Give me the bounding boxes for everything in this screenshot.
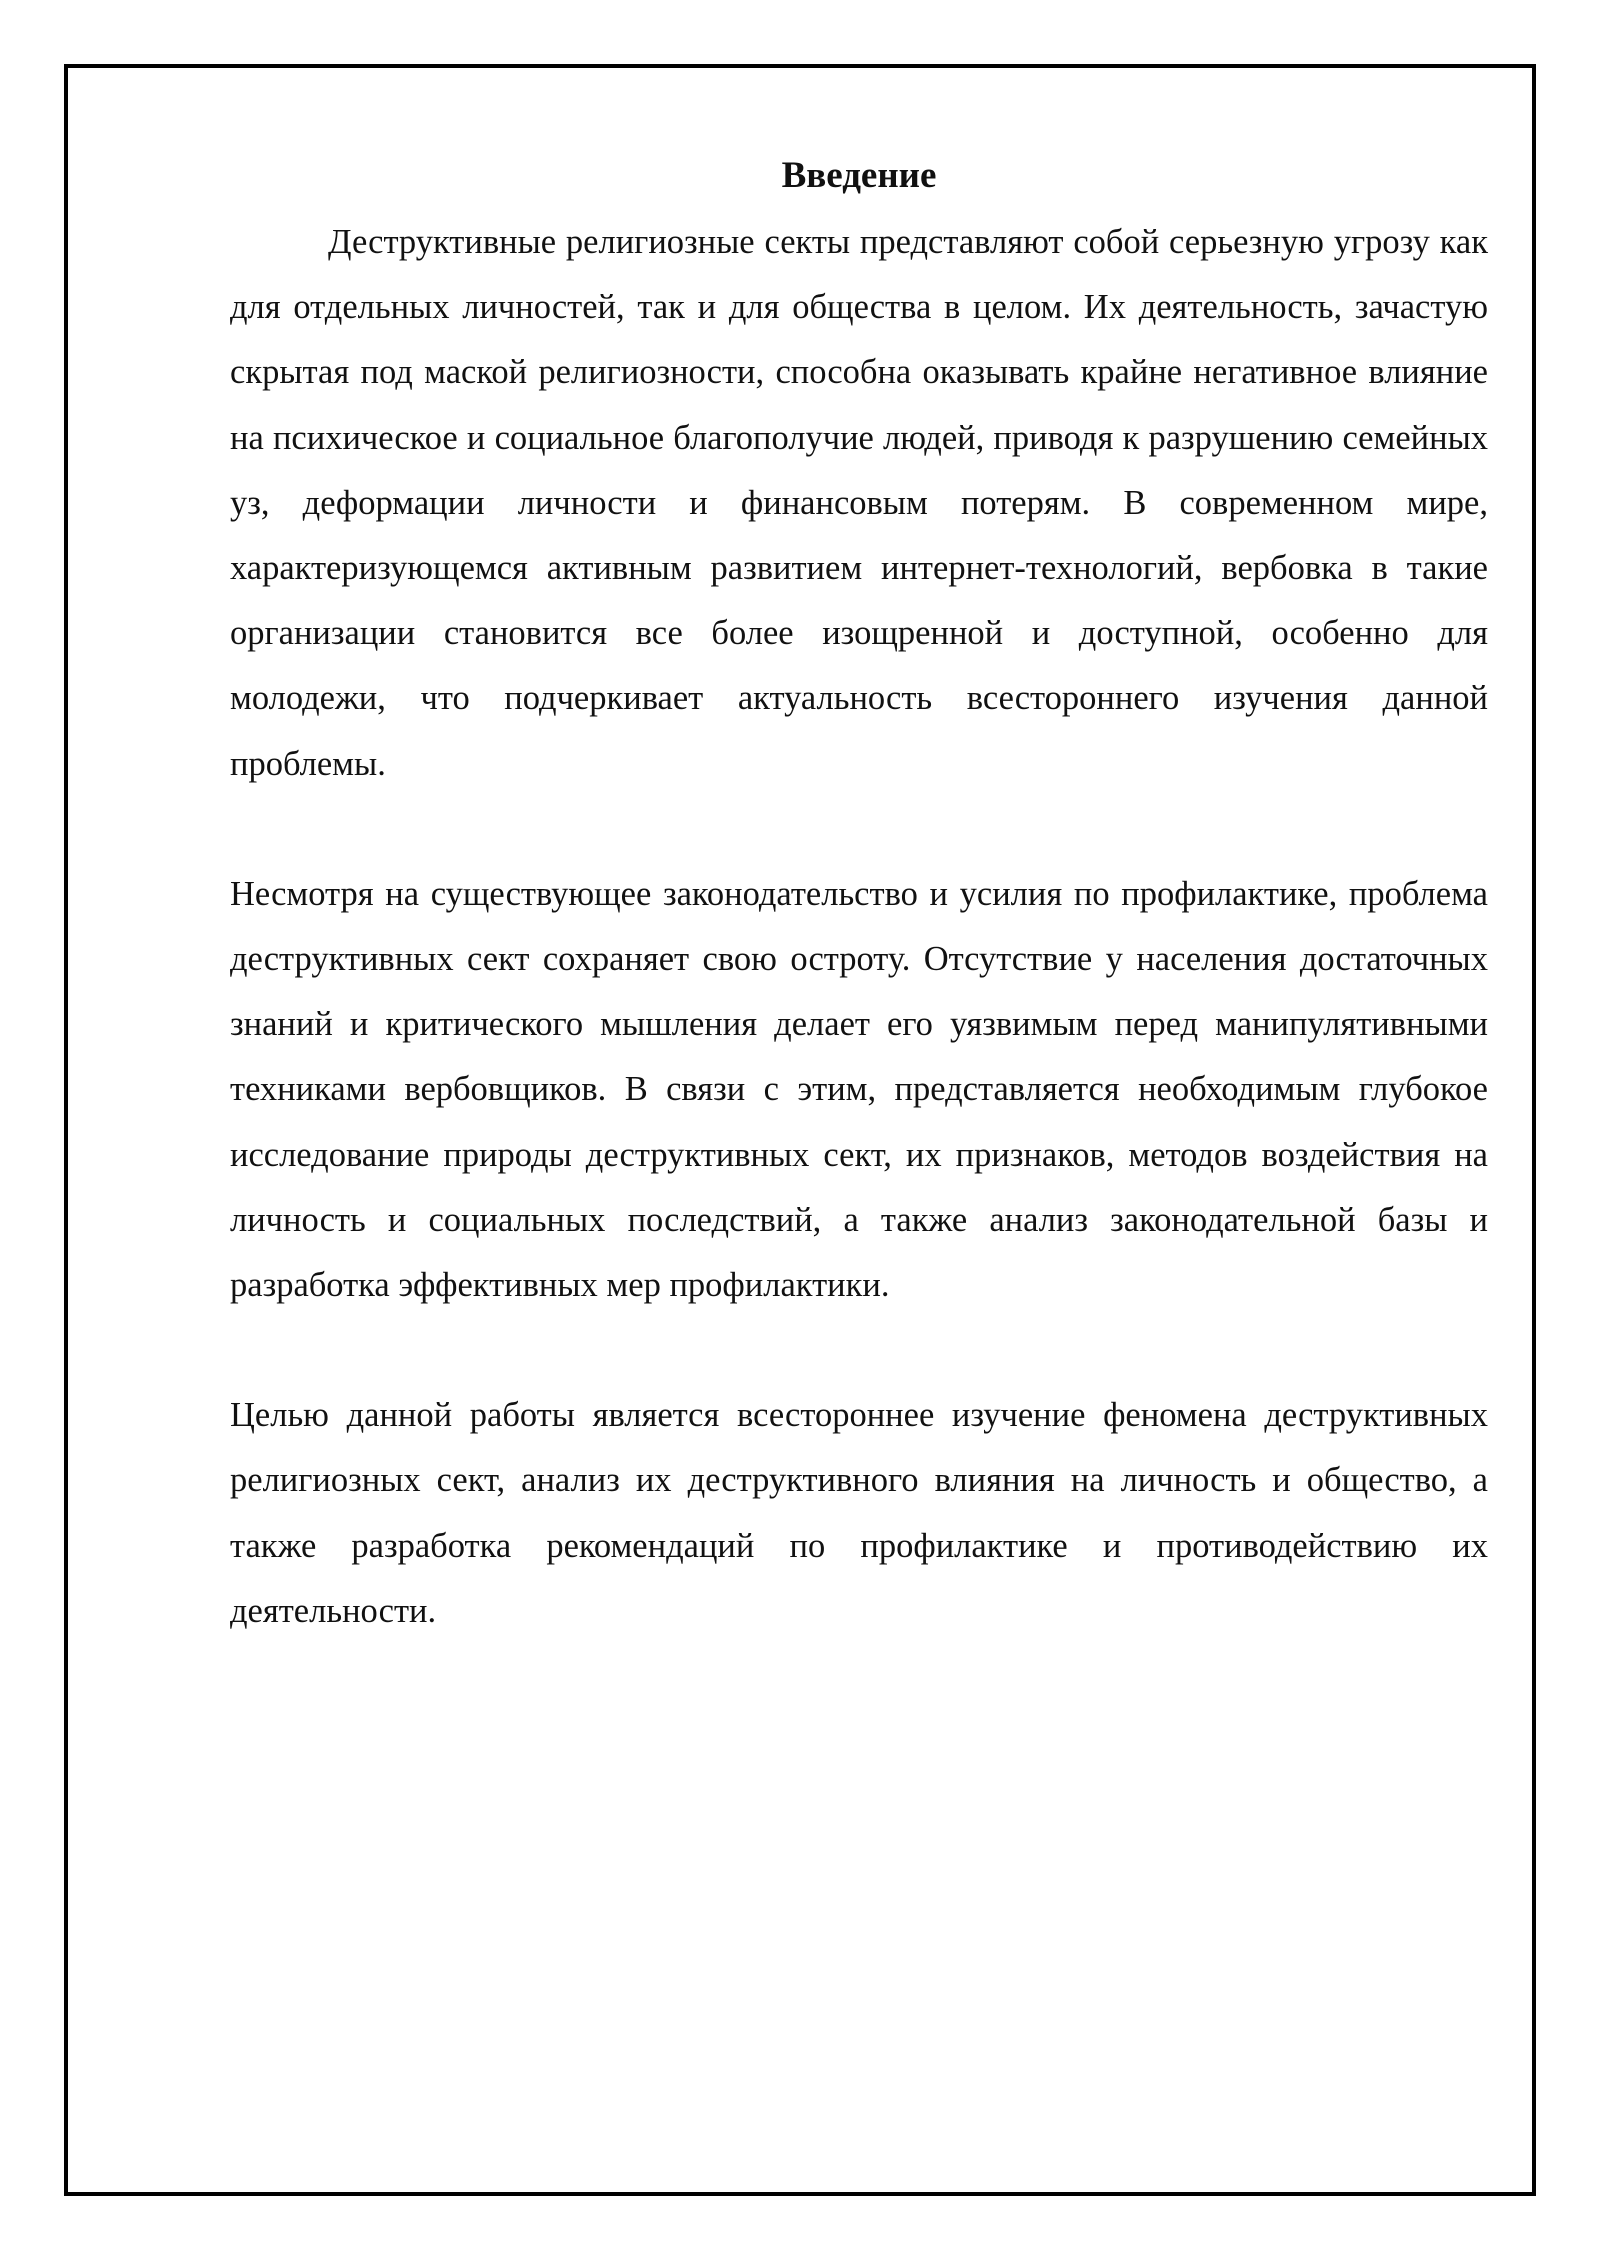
paragraph-goal: Целью данной работы является всестороннее изучение феномена деструктивных религиозных сект, анализ их деструктивного влияния на личность и общество, а также разработка рекомендаций по профилактике и противодействию их деятельности. <box>230 1396 1488 1630</box>
paragraph-problem: Несмотря на существующее законодательство и усилия по профилактике, проблема деструктивных сект сохраняет свою остроту. Отсутствие у населения достаточных знаний и критического мышления делает его уязвимым перед манипулятивными техниками вербовщиков. В связи с этим, представляется необходимым глубокое исследование природы деструктивных сект, их признаков, методов воздействия на личность и социальных последствий, а также анализ законодательной базы и разработка эффективных мер профилактики. <box>230 874 1488 1305</box>
paragraph-spacer <box>230 797 1488 862</box>
paragraph-intro: Деструктивные религиозные секты представляют собой серьезную угрозу как для отдельных личностей, так и для общества в целом. Их деятельность, зачастую скрытая под маской религиозности, способна оказывать крайне негативное влияние на психическое и социальное благополучие людей, приводя к разрушению семейных уз, деформации личности и финансовым потерям. В современном мире, характеризующемся активным развитием интернет-технологий, вербовка в такие организации становится все более изощренной и доступной, особенно для молодежи, что подчеркивает актуальность всестороннего изучения данной проблемы. <box>230 223 1488 783</box>
page-title: Введение <box>781 155 937 196</box>
paragraph-spacer <box>230 1318 1488 1383</box>
document-body <box>230 150 1488 1644</box>
